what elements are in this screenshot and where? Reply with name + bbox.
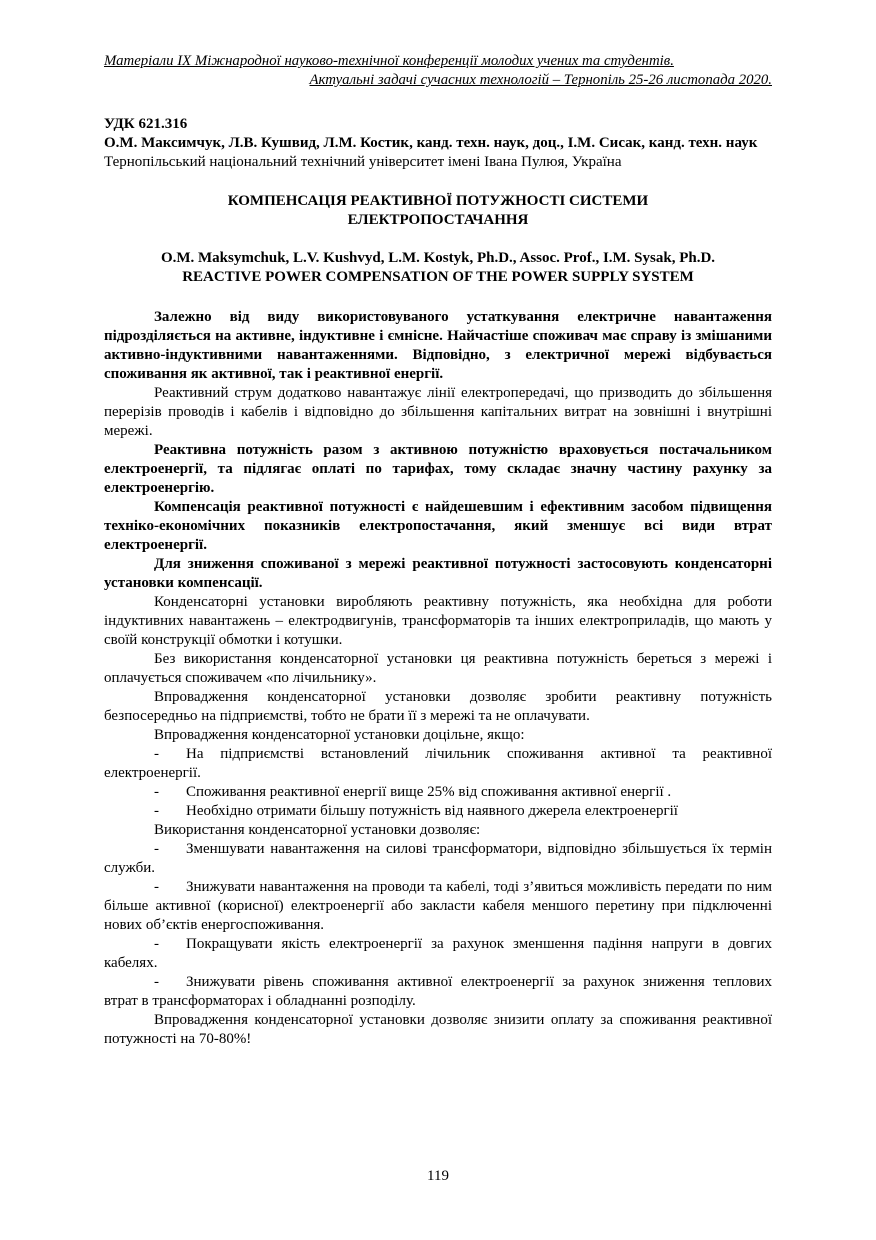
paragraph: Впровадження конденсаторної установки дозволяє знизити оплату за споживання реактивної потужності на 70-80%! bbox=[104, 1012, 772, 1047]
list-item-text: Необхідно отримати більшу потужність від наявного джерела електроенергії bbox=[186, 803, 678, 819]
affiliation: Тернопільський національний технічний університет імені Івана Пулюя, Україна bbox=[104, 154, 622, 170]
title-ua bbox=[104, 192, 772, 230]
article-text bbox=[104, 308, 772, 1049]
authors-en: O.M. Maksymchuk, L.V. Kushvyd, L.M. Kostyk, Ph.D., Assoc. Prof., I.M. Sysak, Ph.D. bbox=[160, 250, 716, 266]
list-item bbox=[104, 745, 772, 783]
paragraph: Впровадження конденсаторної установки доцільне, якщо: bbox=[154, 727, 525, 743]
paragraph: Залежно від виду використовуваного устаткування електричне навантаження підрозділяється на активне, індуктивне і ємнісне. Найчастіше споживач має справу із змішаними активно-індуктивними навантаженнями. Відповідно, з електричної мережі відбувається споживання як активної, так і реактивної енергії. bbox=[104, 309, 772, 382]
list-item-text: Зменшувати навантаження на силові трансформатори, відповідно збільшується їх термін служби. bbox=[104, 841, 772, 876]
list-marker: - bbox=[154, 841, 159, 857]
udc-code: УДК 621.316 bbox=[104, 116, 188, 132]
list-item-text: Споживання реактивної енергії вище 25% від споживання активної енергії . bbox=[186, 784, 672, 800]
list-item bbox=[104, 802, 772, 821]
list-item-text: Знижувати навантаження на проводи та кабелі, тоді з’явиться можливість передати по ним більше активної (корисної) електроенергії або закласти кабеля меншого перетину при підключенні нових об’єктів енергоспоживання. bbox=[104, 879, 772, 933]
paragraph: Без використання конденсаторної установки ця реактивна потужність береться з мережі і оплачується споживачем «по лічильнику». bbox=[104, 651, 772, 686]
title-en: REACTIVE POWER COMPENSATION OF THE POWER SUPPLY SYSTEM bbox=[182, 269, 694, 285]
list-marker: - bbox=[154, 936, 159, 952]
list-item-text: На підприємстві встановлений лічильник споживання активної та реактивної електроенергії. bbox=[104, 746, 772, 781]
authors-ua: О.М. Максимчук, Л.В. Кушвид, Л.М. Костик, канд. техн. наук, доц., І.М. Сисак, канд. техн. наук bbox=[104, 135, 758, 151]
list-marker: - bbox=[154, 784, 159, 800]
list-item bbox=[104, 935, 772, 973]
paragraph: Для зниження споживаної з мережі реактивної потужності застосовують конденсаторні установки компенсації. bbox=[104, 556, 772, 591]
page-number: 119 bbox=[427, 1168, 449, 1184]
paragraph: Використання конденсаторної установки дозволяє: bbox=[154, 822, 481, 838]
article-body bbox=[104, 115, 772, 1049]
list-item-text: Знижувати рівень споживання активної електроенергії за рахунок зниження теплових втрат в трансформаторах і обладнанні розподілу. bbox=[104, 974, 772, 1009]
running-header-line1: Матеріали IX Міжнародної науково-технічної конференції молодих учених та студентів. bbox=[104, 53, 674, 69]
list-item bbox=[104, 973, 772, 1011]
paragraph: Компенсація реактивної потужності є найдешевшим і ефективним засобом підвищення техніко-економічних показників електропостачання, який зменшує всі види втрат електроенергії. bbox=[104, 499, 772, 553]
running-header bbox=[104, 52, 772, 90]
list-marker: - bbox=[154, 803, 159, 819]
paragraph: Реактивний струм додатково навантажує лінії електропередачі, що призводить до збільшення перерізів проводів і кабелів і відповідно до збільшення капітальних витрат на зовнішні і внутрішні мережі. bbox=[104, 385, 772, 439]
paragraph: Конденсаторні установки виробляють реактивну потужність, яка необхідна для роботи індуктивних навантажень – електродвигунів, трансформаторів та інших електроприладів, що мають у своїй конструкції обмотки і котушки. bbox=[104, 594, 772, 648]
paragraph: Впровадження конденсаторної установки дозволяє зробити реактивну потужність безпосередньо на підприємстві, тобто не брати її з мережі та не оплачувати. bbox=[104, 689, 772, 724]
list-item bbox=[104, 878, 772, 935]
list-marker: - bbox=[154, 746, 159, 762]
list-item-text: Покращувати якість електроенергії за рахунок зменшення падіння напруги в довгих кабелях. bbox=[104, 936, 772, 971]
title-ua-line1: КОМПЕНСАЦІЯ РЕАКТИВНОЇ ПОТУЖНОСТІ СИСТЕМИ bbox=[227, 193, 649, 209]
list-item bbox=[104, 783, 772, 802]
paragraph: Реактивна потужність разом з активною потужністю враховується постачальником електроенергії, та підлягає оплаті по тарифах, тому складає значну частину рахунку за електроенергію. bbox=[104, 442, 772, 496]
running-header-line2: Актуальні задачі сучасних технологій – Тернопіль 25-26 листопада 2020. bbox=[309, 72, 772, 88]
title-ua-line2: ЕЛЕКТРОПОСТАЧАННЯ bbox=[347, 212, 529, 228]
list-item bbox=[104, 840, 772, 878]
list-marker: - bbox=[154, 974, 159, 990]
list-marker: - bbox=[154, 879, 159, 895]
